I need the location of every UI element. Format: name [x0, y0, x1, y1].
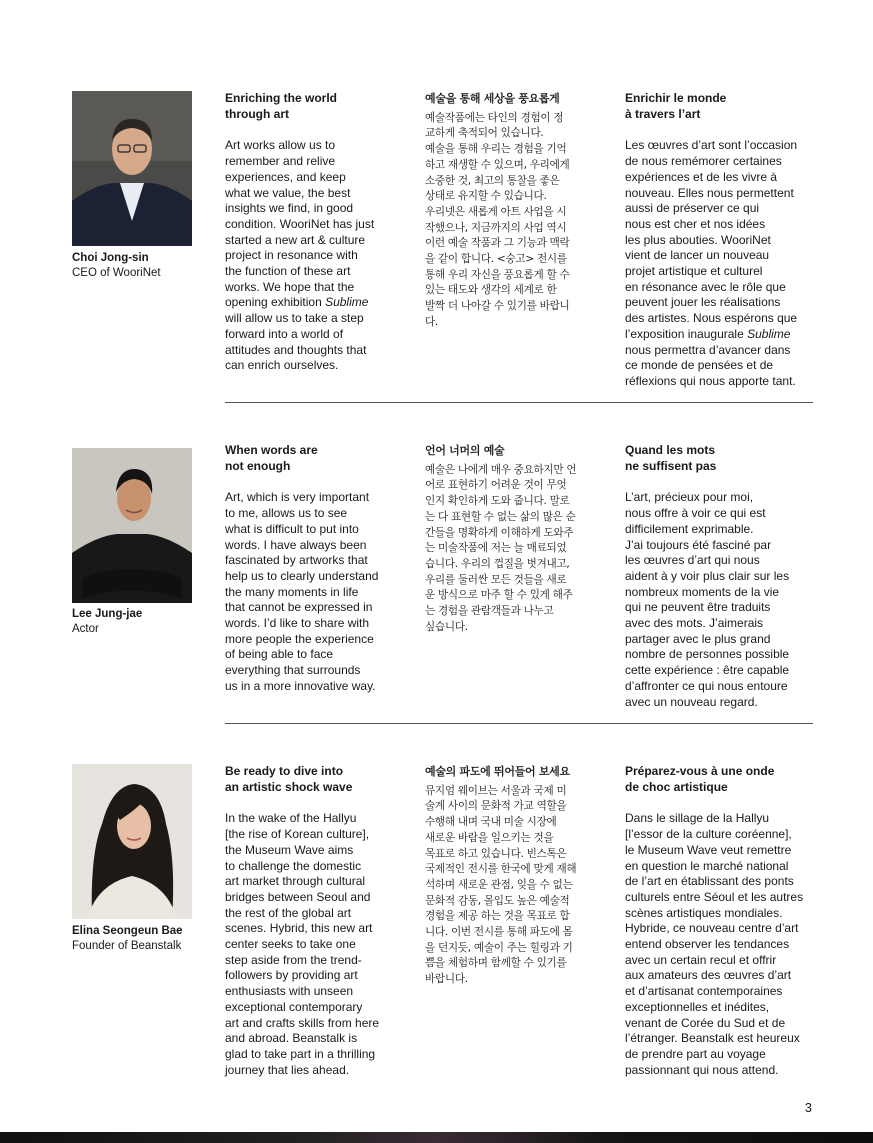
person-name: Elina Seongeun Bae: [72, 925, 183, 937]
section-choi-jong-sin: [72, 91, 813, 388]
korean-heading: 예술을 통해 세상을 풍요롭게: [425, 92, 560, 105]
french-heading: Quand les mots ne suffisent pas: [625, 443, 717, 473]
english-heading: Enriching the world through art: [225, 91, 338, 121]
english-column: [225, 764, 397, 1078]
english-body: Art, which is very important to me, allows us to see what is difficult to put into words. I have always been fascinated by artworks that help us to clearly understand the many moments in life that cannot be expressed in words. I’d like to share with more people the experience of being able to face everything that surrounds us in a more innovative way.: [225, 490, 379, 693]
portrait-photo-elina-seongeun-bae: [72, 764, 192, 919]
section-lee-jung-jae: [72, 443, 813, 709]
person-role: CEO of WooriNet: [72, 267, 161, 279]
korean-heading: 예술의 파도에 뛰어들어 보세요: [425, 765, 570, 778]
portrait-photo-lee-jung-jae: [72, 448, 192, 603]
korean-column: [425, 91, 593, 331]
section-divider: [225, 723, 813, 724]
korean-heading: 언어 너머의 예술: [425, 444, 505, 457]
section-elina-seongeun-bae: [72, 764, 813, 1094]
french-heading: Préparez-vous à une onde de choc artistique: [625, 764, 775, 794]
english-heading: Be ready to dive into an artistic shock wave: [225, 764, 353, 794]
person-role: Founder of Beanstalk: [72, 940, 182, 952]
korean-body: 뮤지엄 웨이브는 서울과 국제 미 술계 사이의 문화적 가교 역할을 수행해 내며 국내 미술 시장에 새로운 바람을 일으키는 것을 목표로 하고 있습니다. 빈스톡은 국제적인 전시를 한국에 맞게 재해 석하며 새로운 관점, 잊을 수 없는 문화적 감동, 몰입도 높은 예술적 경험을 제공 하는 것을 목표로 합 니다. 이번 전시를 통해 파도에 몸 을 던지듯, 예술이 주는 힐링과 기 쁨을 체험하며 함께할 수 있기를 바랍니다.: [425, 784, 577, 986]
person-name: Choi Jong-sin: [72, 252, 149, 264]
english-column: [225, 91, 397, 374]
french-column: [625, 91, 815, 390]
page-number: 3: [804, 1100, 812, 1115]
person-name: Lee Jung-jae: [72, 608, 143, 620]
korean-column: [425, 764, 593, 988]
french-heading: Enrichir le monde à travers l’art: [625, 91, 727, 121]
section-divider: [225, 402, 813, 403]
french-column: [625, 764, 815, 1078]
english-body: In the wake of the Hallyu [the rise of Korean culture], the Museum Wave aims to challenge the domestic art market through cultural bridges between Seoul and the rest of the global art scenes. Hybrid, this new art center seeks to take one step aside from the trend- followers by providing art enthusiasts with unseen exceptional contemporary art and crafts skills from here and abroad. Beanstalk is glad to take part in a thrilling journey that lies ahead.: [225, 811, 380, 1077]
french-column: [625, 443, 815, 710]
english-heading: When words are not enough: [225, 443, 318, 473]
english-body: Art works allow us to remember and relive experiences, and keep what we value, the best insights we find, in good condition. WooriNet has just started a new art & culture project in resonance with the function of these art works. We hope that the opening exhibition Sublime will allow us to take a step forward into a world of attitudes and thoughts that can enrich ourselves.: [225, 138, 375, 373]
portrait-photo-choi-jong-sin: [72, 91, 192, 246]
korean-body: 예술작품에는 타인의 경험이 정 교하게 축적되어 있습니다. 예술을 통해 우리는 경험을 기억 하고 재생할 수 있으며, 우리에게 소중한 것, 최고의 통찰을 좋은 상태로 유지할 수 있습니다. 우리넷은 새롭게 아트 사업을 시 작했으나, 지금까지의 사업 역시 이런 예술 작품과 그 기능과 맥락 을 같이 합니다. <숭고> 전시를 통해 우리 자신을 풍요롭게 할 수 있는 태도와 생각의 세계로 한 발짝 더 나아갈 수 있기를 바랍니 다.: [425, 111, 570, 328]
french-body: Les œuvres d’art sont l’occasion de nous remémorer certaines expériences et de les vivre à nouveau. Elles nous permettent aussi de préserver ce qui nous est cher et nos idées les plus abouties. WooriNet vient de lancer un nouveau projet artistique et culturel en résonance avec le rôle que peuvent jouer les réalisations des artistes. Nous espérons que l’exposition inaugurale Sublime nous permettra d’avancer dans ce monde de pensées et de réflexions qui nous apporte tant.: [625, 138, 798, 388]
bottom-decorative-band: [0, 1132, 873, 1143]
korean-body: 예술은 나에게 매우 중요하지만 언 어로 표현하기 어려운 것이 무엇 인지 확인하게 도와 줍니다. 말로 는 다 표현할 수 없는 삶의 많은 순 간들을 명확하게 이해하게 도와주 는 미술작품에 저는 늘 매료되었 습니다. 우리의 껍질을 벗겨내고, 우리를 둘러싼 모든 것들을 새로 운 방식으로 마주 할 수 있게 해주 는 경험을 관람객들과 나누고 싶습니다.: [425, 463, 577, 633]
korean-column: [425, 443, 593, 635]
french-body: Dans le sillage de la Hallyu [l’essor de la culture coréenne], le Museum Wave veut remettre en question le marché national de l’art en établissant des ponts culturels entre Séoul et les autres scènes artistiques mondiales. Hybride, ce nouveau centre d’art entend observer les tendances avec un certain recul et offrir aux amateurs des œuvres d’art et d’artisanat contemporaines exceptionnelles et inédites, venant de Corée du Sud et de l’étranger. Beanstalk est heureux de prendre part au voyage passionnant qui nous attend.: [625, 811, 804, 1077]
english-column: [225, 443, 397, 695]
person-role: Actor: [72, 623, 99, 635]
french-body: L’art, précieux pour moi, nous offre à voir ce qui est difficilement exprimable. J’ai toujours été fasciné par les œuvres d’art qui nous aident à y voir plus clair sur les nombreux moments de la vie qui ne peuvent être traduits avec des mots. J’aimerais partager avec le plus grand nombre de personnes possible cette expérience : être capable d’affronter ce qui nous entoure avec un nouveau regard.: [625, 490, 790, 709]
